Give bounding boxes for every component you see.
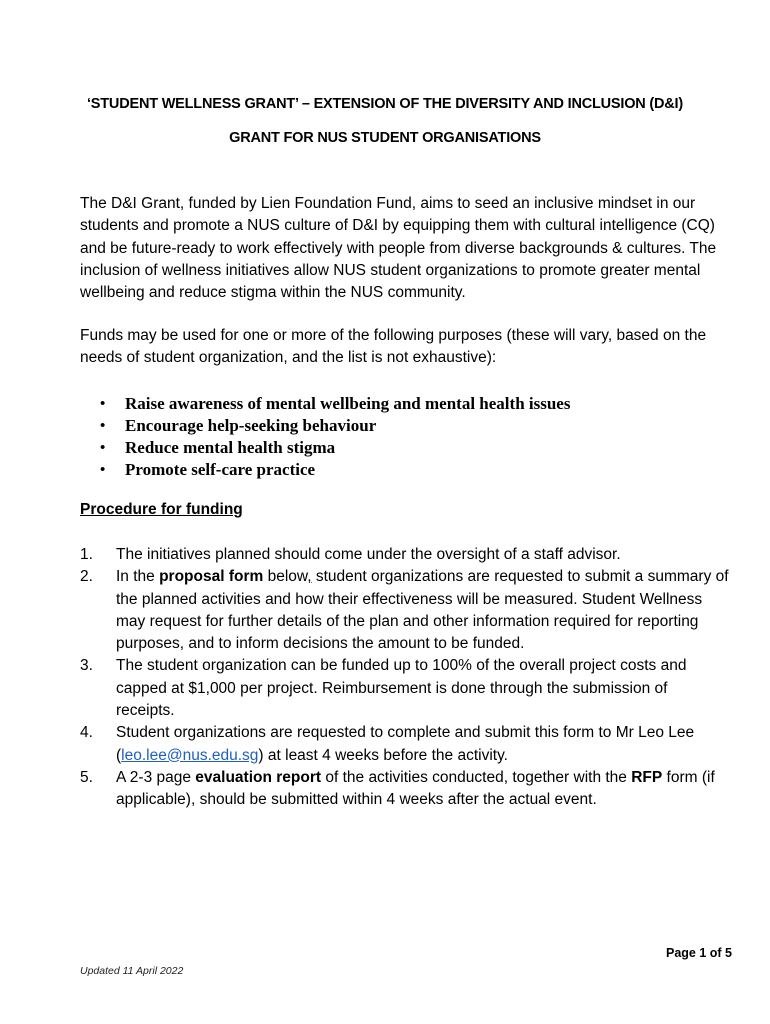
page-number: Page 1 of 5 [666,946,732,960]
procedure-step-2: 2. In the proposal form below, student organizations are requested to submit a summary of the planned activities and how their effectiveness will be measured. Student Wellness may request for further details of the plan and other information required for reporting purposes, and to inform decisions the amount to be funded. [80,568,729,653]
purpose-list [100,393,570,481]
list-item: • Reduce mental health stigma [100,438,336,457]
list-item: • Raise awareness of mental wellbeing and mental health issues [100,394,571,413]
bullet-icon: • [100,396,106,412]
procedure-step-3: 3. The student organization can be funded up to 100% of the overall project costs and capped at $1,000 per project. Reimbursement is done through the submission of receipts. [80,657,687,720]
proposal-form-label: proposal form [159,568,264,586]
list-item: • Promote self-care practice [100,460,316,479]
procedure-step-5: 5. A 2-3 page evaluation report of the activities conducted, together with the RFP form (if applicable), should be submitted within 4 weeks after the actual event. [80,768,715,809]
list-item: • Encourage help-seeking behaviour [100,416,377,435]
bullet-icon: • [100,440,106,456]
procedure-step-1: 1. The initiatives planned should come under the oversight of a staff advisor. [80,546,621,563]
funds-paragraph: Funds may be used for one or more of the following purposes (these will vary, based on the needs of student organization, and the list is not exhaustive): [80,327,707,367]
title-line-2: GRANT FOR NUS STUDENT ORGANISATIONS [229,130,541,146]
title-line-1: ‘STUDENT WELLNESS GRANT’ – EXTENSION OF THE DIVERSITY AND INCLUSION (D&I) [86,96,684,112]
bullet-icon: • [100,462,106,478]
email-link[interactable]: leo.lee@nus.edu.sg [121,746,259,764]
bullet-icon: • [100,418,106,434]
updated-date: Updated 11 April 2022 [80,965,184,977]
intro-paragraph: The D&I Grant, funded by Lien Foundation Fund, aims to seed an inclusive mindset in our students and promote a NUS culture of D&I by equipping them with cultural intelligence (CQ) and be future-ready to work effectively with people from diverse backgrounds & cultures. The inclusion of wellness initiatives allow NUS student organizations to promote greater mental wellbeing and reduce stigma within the NUS community. [80,195,717,302]
procedure-heading: Procedure for funding [80,501,243,518]
procedure-step-4: 4. Student organizations are requested to complete and submit this form to Mr Leo Lee (leo.lee@nus.edu.sg) at least 4 weeks before the activity. [80,724,695,764]
procedure-list [80,544,730,812]
